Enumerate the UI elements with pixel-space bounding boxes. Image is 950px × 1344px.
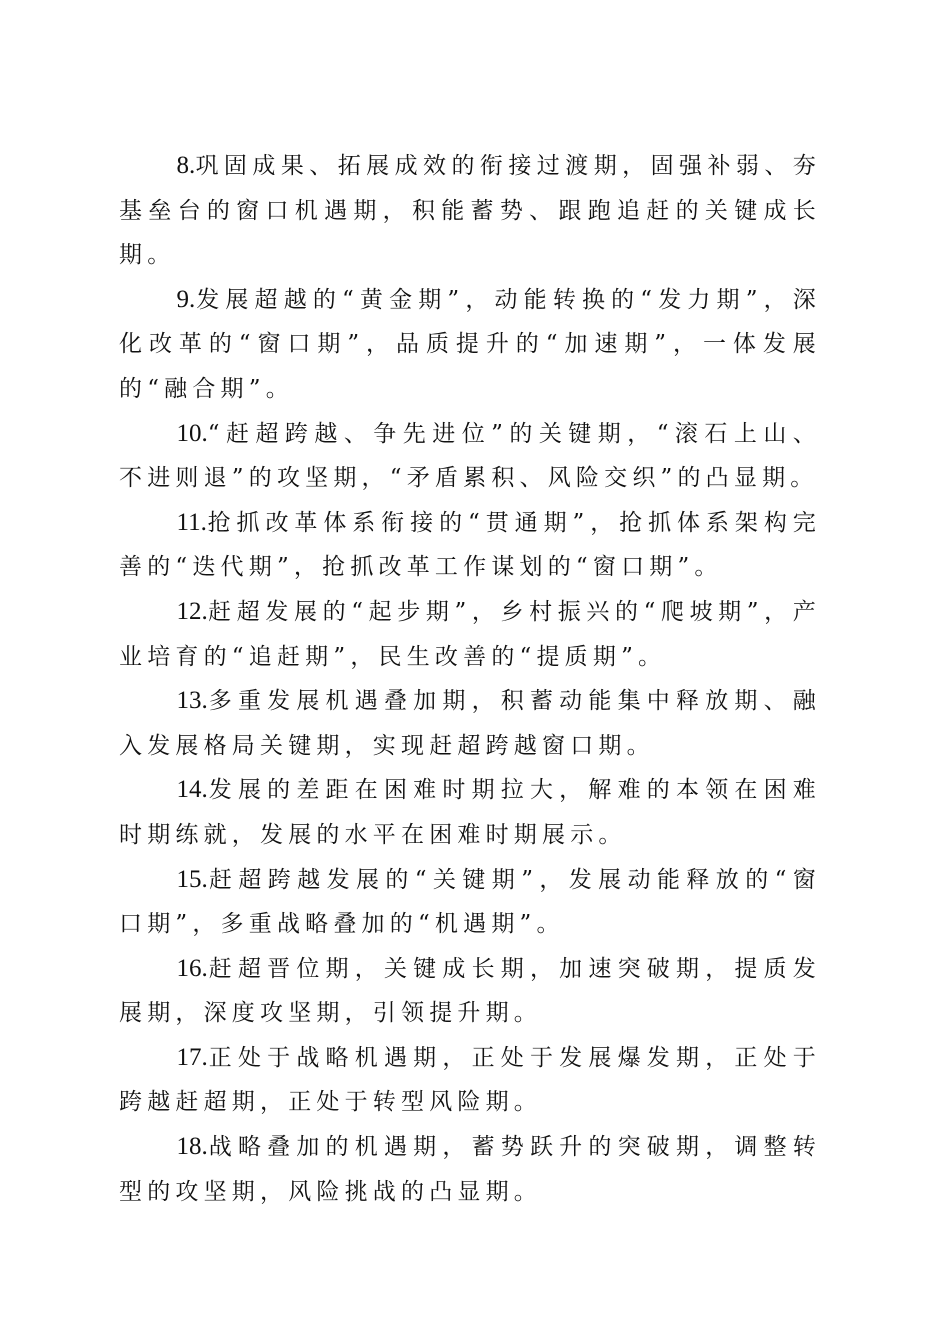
item-number: 11. bbox=[176, 508, 207, 536]
paragraph-text: 巩固成果、拓展成效的衔接过渡期，固强补弱、夯基垒台的窗口机遇期，积能蓄势、跟跑追赶的关键成长期。 bbox=[119, 153, 821, 269]
paragraph-text: 发展的差距在困难时期拉大，解难的本领在困难时期练就，发展的水平在困难时期展示。 bbox=[119, 777, 821, 848]
item-number: 17. bbox=[176, 1043, 208, 1071]
paragraph-item-11 bbox=[119, 501, 821, 590]
paragraph-item-8 bbox=[119, 144, 821, 278]
item-number: 8. bbox=[176, 152, 196, 179]
paragraph-item-12 bbox=[119, 590, 821, 679]
paragraph-item-14 bbox=[119, 768, 821, 857]
paragraph-text: 发展超越的“黄金期”，动能转换的“发力期”，深化改革的“窗口期”，品质提升的“加速期”，一体发展的“融合期”。 bbox=[119, 286, 821, 402]
item-number: 14. bbox=[176, 776, 208, 804]
paragraph-item-9 bbox=[119, 278, 821, 412]
paragraph-item-10 bbox=[119, 412, 821, 501]
paragraph-text: 赶超发展的“起步期”，乡村振兴的“爬坡期”，产业培育的“追赶期”，民生改善的“提质期”。 bbox=[119, 598, 821, 670]
item-number: 18. bbox=[176, 1133, 208, 1161]
paragraph-text: 抢抓改革体系衔接的“贯通期”，抢抓体系架构完善的“迭代期”，抢抓改革工作谋划的“窗口期”。 bbox=[119, 509, 821, 581]
paragraph-text: 赶超晋位期，关键成长期，加速突破期，提质发展期，深度攻坚期，引领提升期。 bbox=[119, 955, 821, 1027]
paragraph-text: “赶超跨越、争先进位”的关键期，“滚石上山、不进则退”的攻坚期，“矛盾累积、风险交织”的凸显期。 bbox=[119, 420, 821, 492]
paragraph-text: 正处于战略机遇期，正处于发展爆发期，正处于跨越赶超期，正处于转型风险期。 bbox=[119, 1044, 821, 1116]
item-number: 16. bbox=[176, 954, 208, 982]
paragraph-text: 赶超跨越发展的“关键期”，发展动能释放的“窗口期”，多重战略叠加的“机遇期”。 bbox=[119, 866, 821, 938]
item-number: 12. bbox=[176, 597, 208, 625]
document-page bbox=[119, 144, 821, 1214]
paragraph-item-17 bbox=[119, 1036, 821, 1125]
paragraph-text: 多重发展机遇叠加期，积蓄动能集中释放期、融入发展格局关键期，实现赶超跨越窗口期。 bbox=[119, 688, 821, 759]
item-number: 9. bbox=[176, 285, 196, 313]
paragraph-text: 战略叠加的机遇期，蓄势跃升的突破期，调整转型的攻坚期，风险挑战的凸显期。 bbox=[119, 1134, 821, 1205]
paragraph-item-15 bbox=[119, 858, 821, 947]
item-number: 13. bbox=[176, 687, 208, 715]
paragraph-item-18 bbox=[119, 1125, 821, 1214]
paragraph-item-13 bbox=[119, 679, 821, 768]
item-number: 10. bbox=[176, 419, 208, 447]
paragraph-item-16 bbox=[119, 947, 821, 1036]
item-number: 15. bbox=[176, 865, 208, 893]
